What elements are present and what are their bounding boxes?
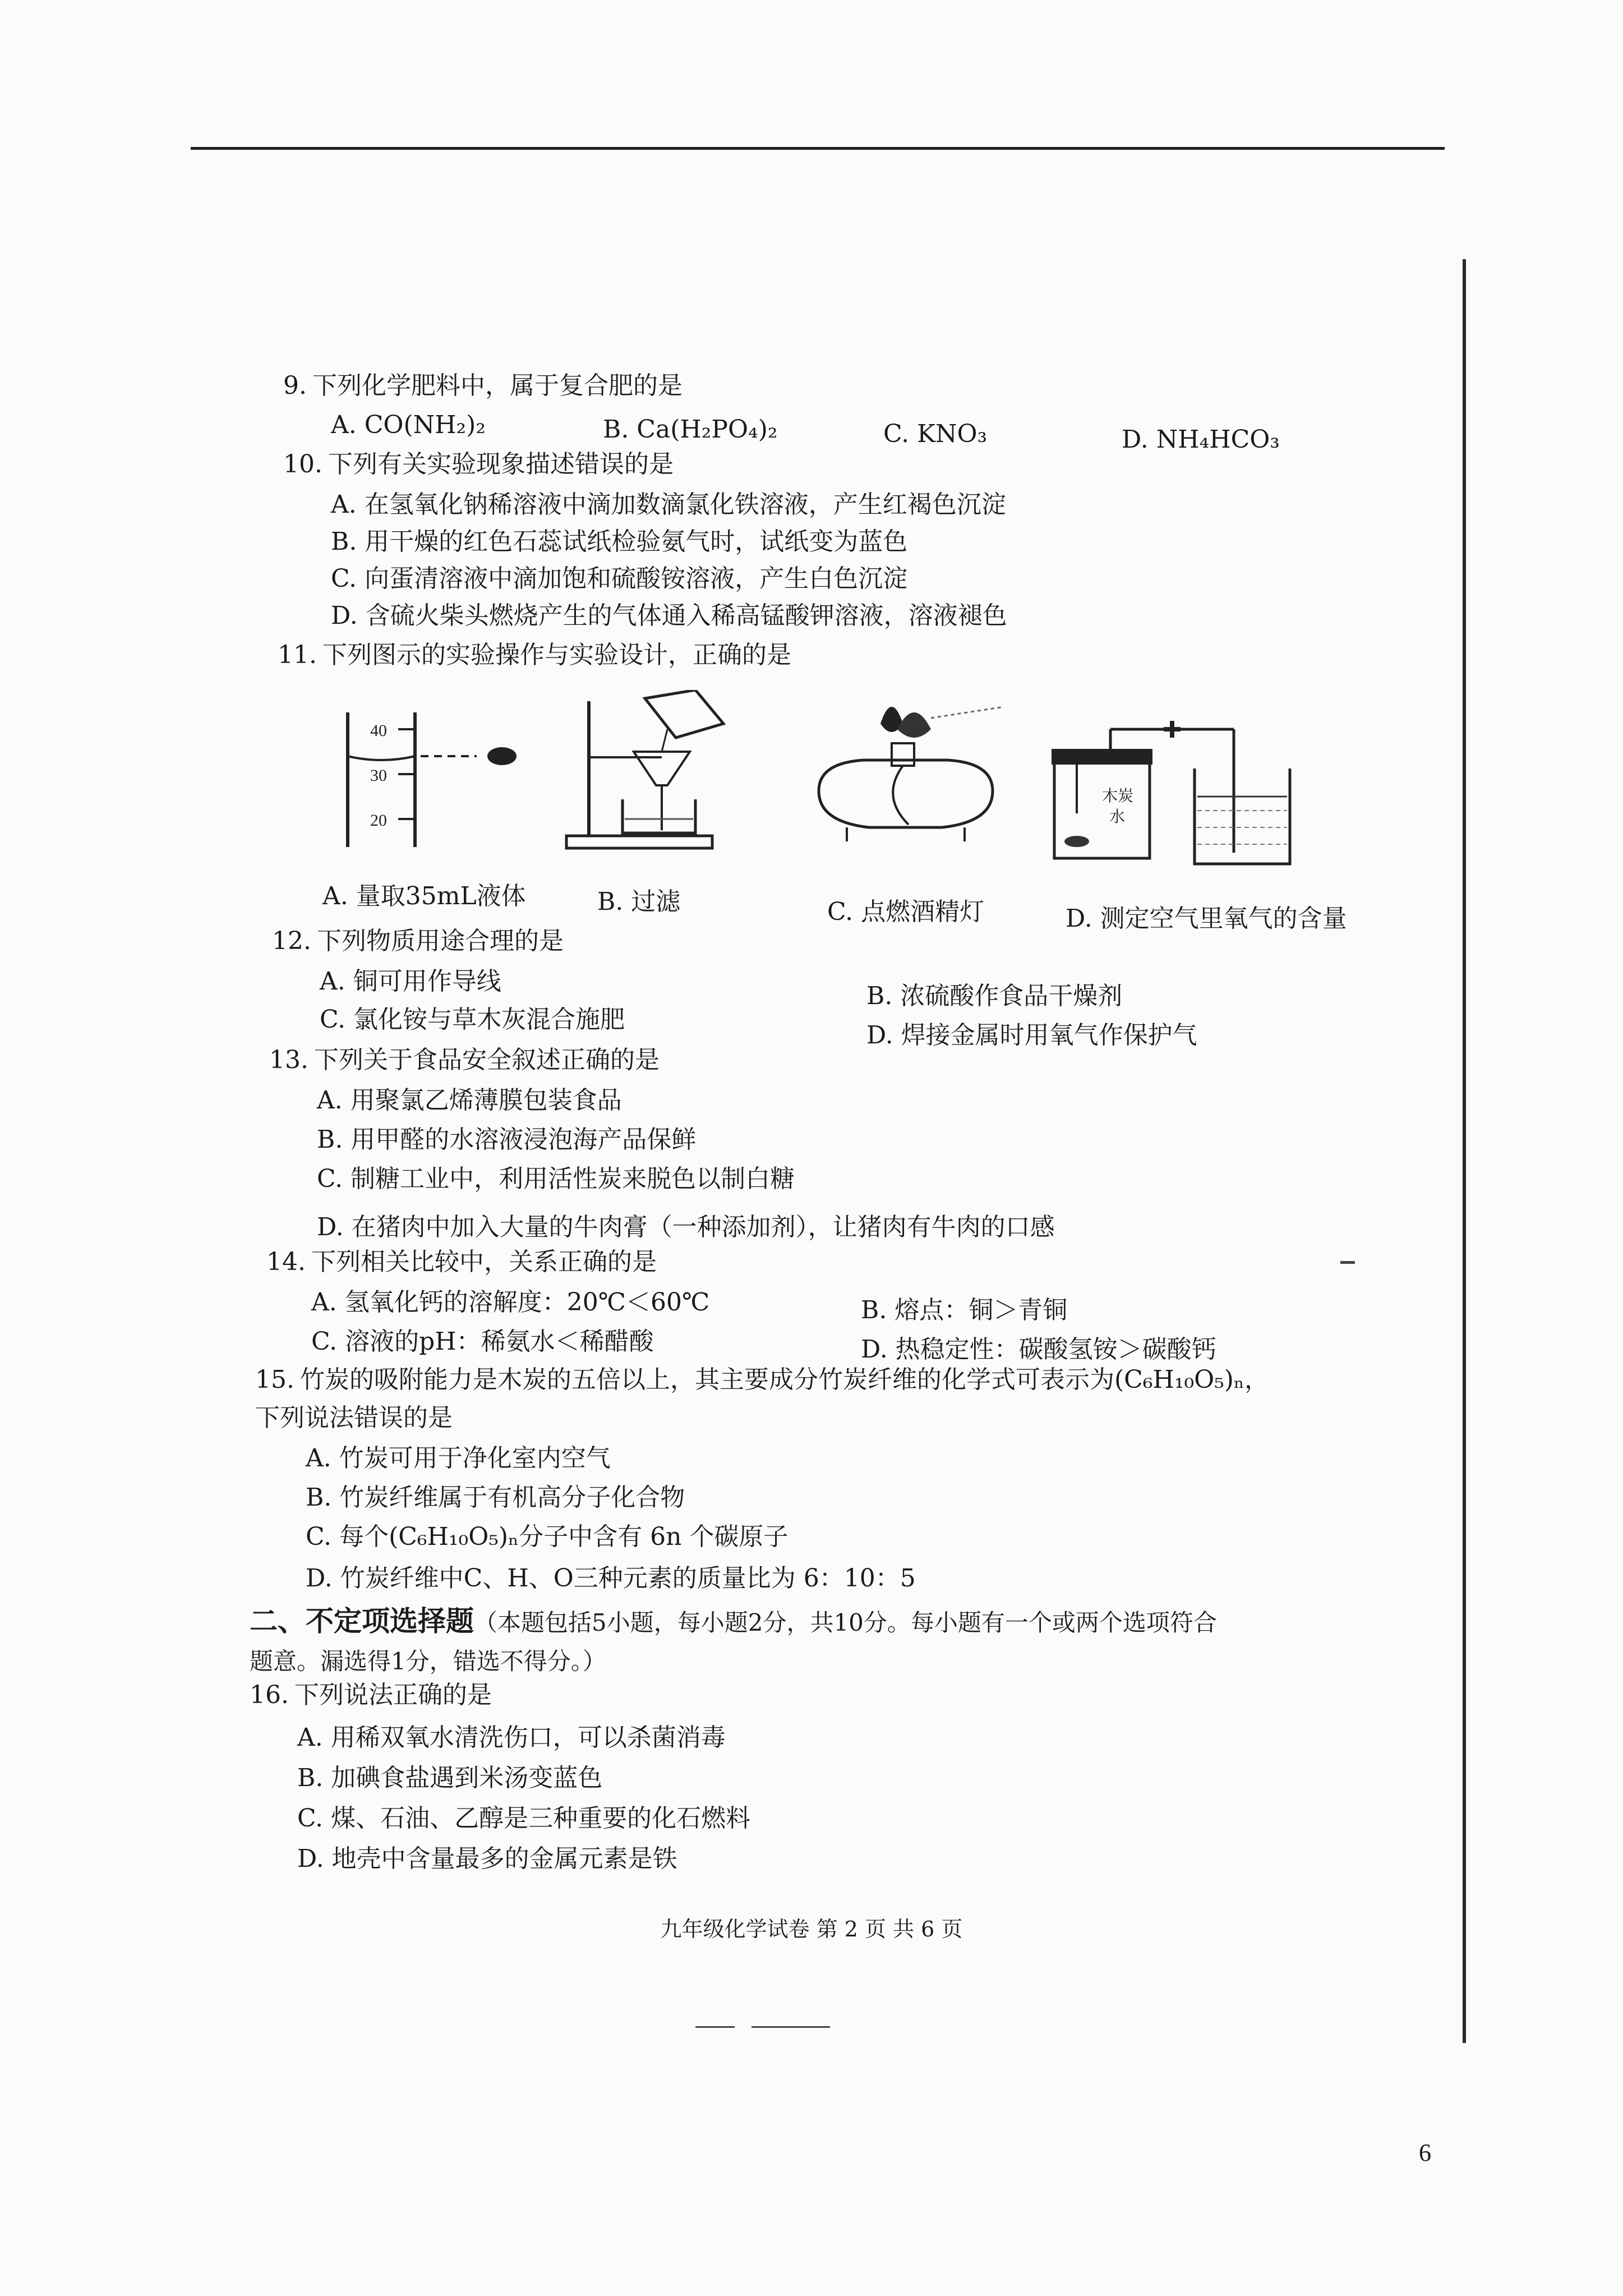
question-12-stem [272, 926, 564, 957]
question-stem: 下列关于食品安全叙述正确的是 [313, 1046, 660, 1074]
question-14-stem [266, 1246, 657, 1278]
question-13-option-d: D. 在猪肉中加入大量的牛肉膏（一种添加剂），让猪肉有牛肉的口感 [317, 1213, 1055, 1241]
section-note: （本题包括5小题，每小题2分，共10分。每小题有一个或两个选项符合 [474, 1609, 1217, 1636]
question-number: 9. [283, 371, 307, 400]
question-10-option-c: C. 向蛋清溶液中滴加饱和硫酸铵溶液，产生白色沉淀 [331, 564, 908, 593]
question-16-option-c: C. 煤、石油、乙醇是三种重要的化石燃料 [297, 1804, 751, 1833]
question-14-option-b: B. 熔点：铜＞青铜 [861, 1296, 1068, 1324]
question-14-option-d: D. 热稳定性：碳酸氢铵＞碳酸钙 [861, 1335, 1216, 1364]
question-10-stem [283, 449, 674, 480]
question-13-option-b: B. 用甲醛的水溶液浸泡海产品保鲜 [317, 1125, 697, 1154]
tick-label-40: 40 [370, 721, 387, 740]
question-16-option-d: D. 地壳中含量最多的金属元素是铁 [297, 1844, 677, 1873]
question-9-option-a: A. CO(NH₂)₂ [331, 411, 486, 439]
figure-oxygen-apparatus [1043, 718, 1307, 875]
scan-mark [695, 2026, 735, 2028]
question-16-stem [250, 1680, 492, 1711]
tick-label-30: 30 [370, 766, 387, 785]
question-12-option-b: B. 浓硫酸作食品干燥剂 [866, 982, 1123, 1010]
question-number: 14. [266, 1248, 306, 1276]
figure-graduated-cylinder [331, 707, 544, 853]
question-number: 15. [255, 1365, 294, 1394]
question-13-option-a: A. 用聚氯乙烯薄膜包装食品 [317, 1086, 622, 1115]
section-title: 二、不定项选择题 [250, 1604, 474, 1637]
question-10-option-a: A. 在氢氧化钠稀溶液中滴加数滴氯化铁溶液，产生红褐色沉淀 [331, 490, 1006, 519]
question-number: 11. [278, 641, 317, 669]
question-9-option-c: C. KNO₃ [883, 420, 988, 448]
scan-mark [1340, 1261, 1355, 1264]
question-number: 10. [283, 450, 322, 478]
question-12-option-a: A. 铜可用作导线 [320, 967, 501, 996]
question-16-option-a: A. 用稀双氧水清洗伤口，可以杀菌消毒 [297, 1723, 726, 1752]
question-13-option-c: C. 制糖工业中，利用活性炭来脱色以制白糖 [317, 1165, 795, 1193]
question-number: 13. [269, 1046, 308, 1074]
scan-edge-line [1463, 259, 1466, 2043]
page-number: 6 [1419, 2139, 1431, 2166]
question-stem: 下列相关比较中，关系正确的是 [311, 1248, 657, 1276]
question-15-stem-continued: 下列说法错误的是 [255, 1404, 453, 1432]
question-11-option-a: A. 量取35mL液体 [322, 882, 526, 910]
question-9-option-d: D. NH₄HCO₃ [1122, 425, 1280, 454]
question-15-option-a: A. 竹炭可用于净化室内空气 [306, 1444, 611, 1473]
top-rule [191, 147, 1445, 150]
section-2-heading [250, 1605, 1217, 1639]
question-stem: 下列有关实验现象描述错误的是 [328, 450, 674, 478]
question-10-option-d: D. 含硫火柴头燃烧产生的气体通入稀高锰酸钾溶液，溶液褪色 [331, 601, 1007, 630]
question-12-option-c: C. 氯化铵与草木灰混合施肥 [320, 1005, 625, 1034]
question-stem: 竹炭的吸附能力是木炭的五倍以上，其主要成分竹炭纤维的化学式可表示为(C₆H₁₀O₅)ₙ， [299, 1365, 1270, 1394]
scan-mark [751, 2026, 830, 2028]
tick-label-20: 20 [370, 811, 387, 830]
question-11-option-c: C. 点燃酒精灯 [827, 898, 985, 926]
question-number: 12. [272, 927, 311, 955]
figure-filtration [555, 690, 757, 858]
page-footer: 九年级化学试卷 第 2 页 共 6 页 [660, 1917, 963, 1941]
section-2-note-continued: 题意。漏选得1分，错选不得分。） [250, 1648, 606, 1675]
question-14-option-a: A. 氢氧化钙的溶解度：20℃＜60℃ [311, 1288, 710, 1317]
question-15-stem [255, 1364, 1269, 1396]
question-14-option-c: C. 溶液的pH：稀氨水＜稀醋酸 [311, 1327, 654, 1356]
question-11-stem [278, 639, 791, 671]
question-9-stem [283, 370, 683, 402]
question-12-option-d: D. 焊接金属时用氧气作保护气 [866, 1021, 1197, 1050]
question-15-option-b: B. 竹炭纤维属于有机高分子化合物 [306, 1483, 685, 1512]
question-9-option-b: B. Ca(H₂PO₄)₂ [603, 415, 778, 444]
figure-alcohol-lamp [796, 690, 1043, 858]
question-number: 16. [250, 1681, 289, 1709]
question-11-option-b: B. 过滤 [597, 887, 681, 916]
question-stem: 下列物质用途合理的是 [316, 927, 564, 955]
label-water: 水 [1109, 807, 1126, 826]
question-10-option-b: B. 用干燥的红色石蕊试纸检验氨气时，试纸变为蓝色 [331, 527, 908, 556]
question-11-option-d: D. 测定空气里氧气的含量 [1066, 904, 1347, 933]
label-charcoal: 木炭 [1102, 786, 1134, 805]
question-16-option-b: B. 加碘食盐遇到米汤变蓝色 [297, 1764, 603, 1792]
question-13-stem [269, 1045, 660, 1076]
question-15-option-d: D. 竹炭纤维中C、H、O三种元素的质量比为 6：10：5 [306, 1564, 916, 1593]
question-stem: 下列图示的实验操作与实验设计，正确的是 [322, 641, 791, 669]
question-15-option-c: C. 每个(C₆H₁₀O₅)ₙ分子中含有 6n 个碳原子 [306, 1522, 789, 1551]
question-stem: 下列说法正确的是 [294, 1681, 492, 1709]
question-stem: 下列化学肥料中，属于复合肥的是 [312, 371, 683, 400]
